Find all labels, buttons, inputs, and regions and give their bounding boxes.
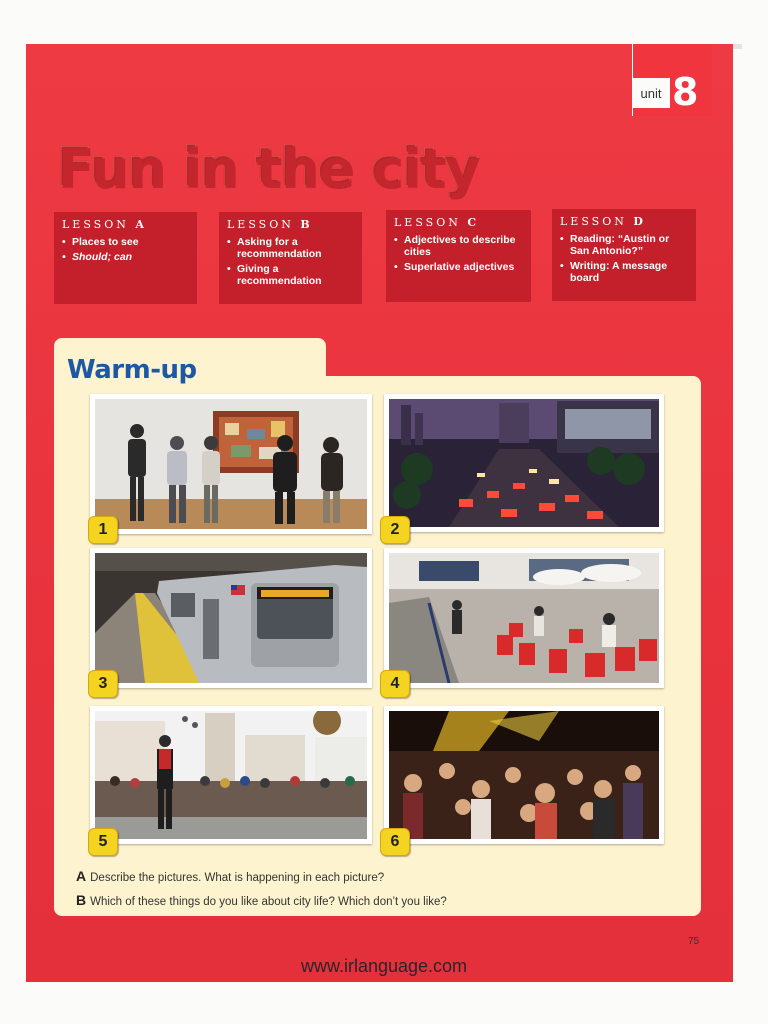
art-gallery-photo [90,394,372,534]
unit-title [56,136,478,199]
lesson-box-a [54,212,197,304]
lesson-item: • Superlative adjectives [394,261,523,273]
nightclub-crowd-photo [384,706,664,844]
lesson-item: • Writing: A message board [560,260,688,284]
lesson-box-d [552,209,696,301]
photo-number-badge: 1 [88,516,118,544]
subway-train-photo [90,548,372,688]
lesson-box-b [219,212,362,304]
street-performer-photo [90,706,372,844]
photo-number-badge: 6 [380,828,410,856]
lesson-label: LESSON [394,216,461,229]
lesson-item: • Places to see [62,236,189,248]
lesson-letter: A [135,218,147,231]
lesson-heading [62,218,189,231]
lesson-item: • Should; can [62,251,189,263]
photo-number-badge: 5 [88,828,118,856]
photo-number-badge: 3 [88,670,118,698]
unit-number: 8 [672,70,699,114]
lesson-label: LESSON [560,215,627,228]
lesson-item: • Giving a recommendation [227,263,354,287]
page-number: 75 [688,936,700,947]
lesson-item: • Reading: “Austin or San Antonio?” [560,233,688,257]
question-text: Which of these things do you like about city life? Which don’t you like? [90,896,447,908]
lesson-box-c [386,210,531,302]
lesson-label: LESSON [227,218,294,231]
lesson-label: LESSON [62,218,129,231]
lesson-letter: B [300,218,313,231]
lesson-letter: D [633,215,646,228]
lesson-item: • Adjectives to describe cities [394,234,523,258]
lesson-item: • Asking for a recommendation [227,236,354,260]
city-traffic-night-photo [384,394,664,532]
unit-label: unit [632,78,670,108]
photo-number-badge: 4 [380,670,410,698]
lesson-heading [227,218,354,231]
footer-url[interactable]: www.irlanguage.com [300,956,468,976]
lesson-heading [560,215,688,228]
lesson-letter: C [467,216,480,229]
question-a [76,868,384,884]
lesson-heading [394,216,523,229]
outdoor-cafe-photo [384,548,664,688]
warmup-heading: Warm-up [67,355,197,385]
question-letter: B [76,892,87,908]
photo-number-badge: 2 [380,516,410,544]
question-text: Describe the pictures. What is happening in each picture? [90,872,385,884]
question-b [76,892,447,908]
unit-title-text: Fun in the city [56,136,478,199]
question-letter: A [76,868,87,884]
